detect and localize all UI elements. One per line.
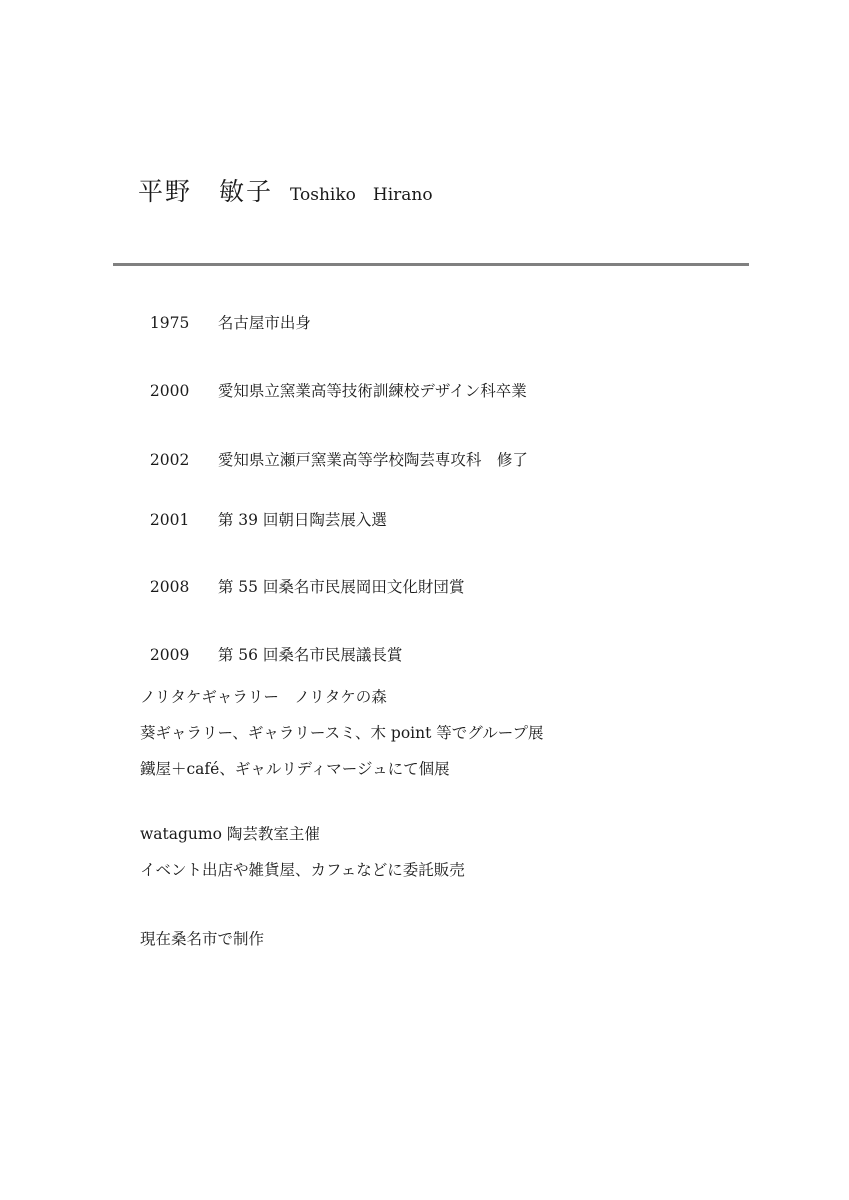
timeline-entry-2001 (140, 484, 387, 532)
timeline-text: 愛知県立窯業高等技術訓練校デザイン科卒業 (217, 382, 527, 400)
timeline-year: 2002 (149, 451, 190, 469)
header-divider (113, 263, 749, 266)
timeline-text: 第 56 回桑名市民展議長賞 (217, 646, 403, 664)
exhibition-line: 葵ギャラリー、ギャラリースミ、木 point 等でグループ展 (140, 724, 544, 742)
timeline-text: 第 39 回朝日陶芸展入選 (217, 511, 387, 529)
timeline-entry-2002 (140, 424, 528, 472)
timeline-entry-2008 (140, 551, 464, 599)
activity-line: watagumo 陶芸教室主催 (140, 825, 320, 843)
timeline-year: 2008 (149, 578, 190, 596)
timeline-year: 2001 (149, 511, 190, 529)
timeline-text: 名古屋市出身 (217, 314, 311, 332)
exhibition-line: 鐵屋＋café、ギャルリディマージュにて個展 (140, 760, 450, 778)
timeline-entry-2009 (140, 619, 402, 667)
timeline-entry-1975 (140, 287, 311, 335)
name-english: Toshiko Hirano (290, 185, 433, 205)
timeline-text: 第 55 回桑名市民展岡田文化財団賞 (217, 578, 465, 596)
exhibition-line: ノリタケギャラリー ノリタケの森 (140, 688, 387, 706)
name-japanese: 平野 敏子 (138, 177, 274, 206)
activity-line: イベント出店や雑貨屋、カフェなどに委託販売 (140, 861, 465, 879)
current-location: 現在桑名市で制作 (140, 930, 265, 948)
timeline-year: 1975 (149, 314, 190, 332)
timeline-text: 愛知県立瀬戸窯業高等学校陶芸専攻科 修了 (217, 451, 528, 469)
timeline-year: 2000 (149, 382, 190, 400)
timeline-entry-2000 (140, 355, 527, 403)
timeline-year: 2009 (149, 646, 190, 664)
